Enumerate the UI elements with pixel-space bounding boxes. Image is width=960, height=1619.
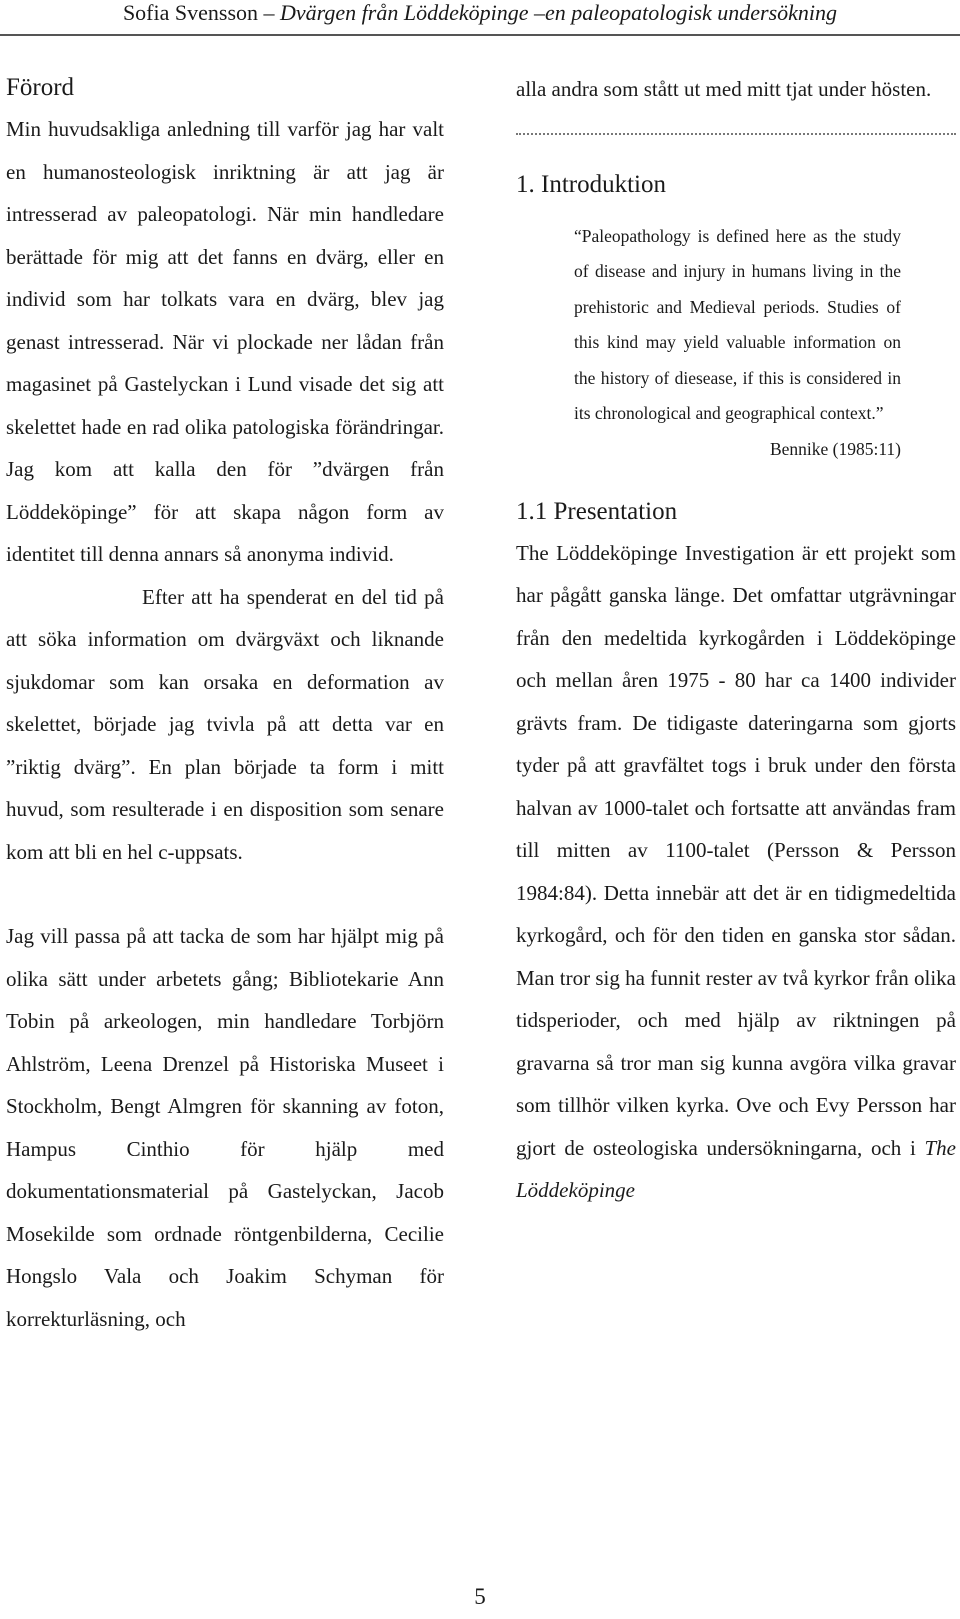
- header-author: Sofia Svensson: [122, 0, 258, 25]
- forord-paragraph-3: Jag vill passa på att tacka de som har hjälpt mig på olika sätt under arbetets gång; Bibliotekarie Ann Tobin på arkeologen, min handledare Torbjörn Ahlström, Leena Drenzel på Historiska Museet i Stockholm, Bengt Almgren för skanning av foton, Hampus Cinthio för hjälp med dokumentationsmaterial på Gastelyckan, Jacob Mosekilde som ordnade röntgenbilderna, Cecilie Hongslo Vala och Joakim Schyman för korrekturläsning, och: [6, 924, 444, 1331]
- presentation-text: The Löddeköpinge Investigation är ett projekt som har pågått ganska länge. Det omfattar utgrävningar från den medeltida kyrkogården i Löddeköpinge och mellan åren 1975 - 80 har ca 1400 individer grävts fram. De tidigaste dateringarna som gjorts tyder på att gravfältet togs i bruk under den första halvan av 1000-talet och fortsatte att användas fram till mitten av 1100-talet (Persson & Persson 1984:84). Detta innebär att det är en tidigmedeltida kyrkogård, och för den tiden en ganska stor sådan. Man tror sig ha funnit rester av två kyrkor från olika tidsperioder, och med hjälp av riktningen på gravarna så tror man sig kunna avgöra vilka gravar som tillhör vilken kyrka. Ove och Evy Persson har gjort de osteologiska undersökningarna, och i: [516, 540, 956, 1160]
- heading-presentation: 1.1 Presentation: [516, 497, 678, 525]
- forord-paragraph-1: Min huvudsakliga anledning till varför jag har valt en humanosteologisk inriktning är att jag är intresserad av paleopatologi. När min handledare berättade för mig att det fanns en dvärg, eller en individ som har tolkats vara en dvärg, blev jag genast intresserad. När vi plockade ner lådan från magasinet på Gastelyckan i Lund visade det sig att skelettet hade en rad olika patologiska förändringar. Jag kom att kalla den för ”dvärgen från Löddeköpinge” för att skapa någon form av identitet till denna annars så anonyma individ.: [6, 117, 444, 566]
- presentation-italic-title: The Löddeköpinge: [516, 1135, 956, 1202]
- heading-forord: Förord: [6, 74, 75, 101]
- left-column: [6, 68, 444, 1340]
- heading-introduktion: 1. Introduktion: [516, 170, 666, 198]
- forord-paragraph-2: Efter att ha spenderat en del tid på att söka information om dvärgväxt och liknande sjukdomar som kan orsaka en deformation av skelettet, började jag tvivla på att detta var en ”riktig dvärg”. En plan började ta form i mitt huvud, som resulterade i en disposition som senare kom att bli en hel c-uppsats.: [6, 584, 444, 864]
- header-dash: –: [258, 0, 280, 25]
- forord-continuation: alla andra som stått ut med mitt tjat under hösten.: [516, 77, 932, 101]
- block-quote: “Paleopathology is defined here as the study of disease and injury in humans living in the prehistoric and Medieval periods. Studies of this kind may yield valuable information on the history of diesease, if this is considered in its chronological and geographical context.”: [574, 225, 901, 423]
- page-number: 5: [474, 1584, 486, 1609]
- running-header: [0, 0, 960, 36]
- section-separator: [516, 133, 956, 135]
- presentation-paragraph: [516, 532, 956, 1212]
- right-column: [516, 68, 956, 1212]
- quote-attribution: Bennike (1985:11): [769, 438, 901, 459]
- paragraph-gap: [6, 873, 444, 915]
- section-gap: [516, 466, 956, 492]
- header-title: Dvärgen från Löddeköpinge –en paleopatologisk undersökning: [280, 0, 838, 25]
